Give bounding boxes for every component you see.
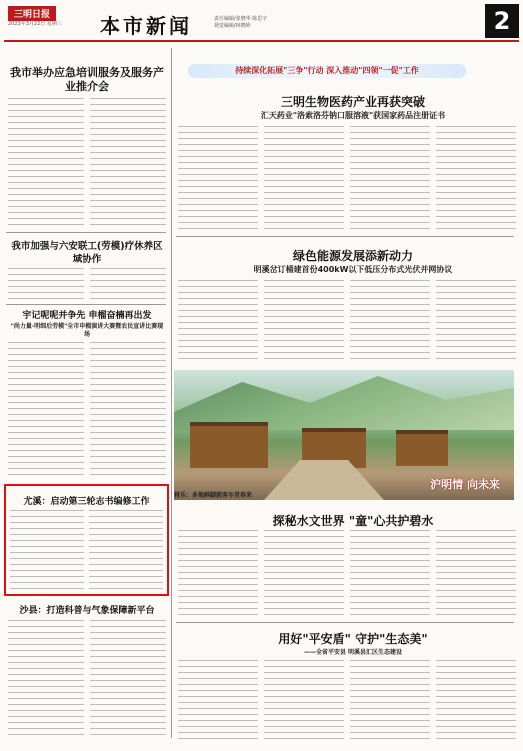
highlighted-article [4, 484, 169, 596]
article-body [264, 126, 344, 230]
article-headline: 三明生物医药产业再获突破 [280, 95, 425, 109]
article-body [90, 342, 166, 478]
article-body [436, 660, 516, 742]
section-divider [176, 236, 514, 237]
article-body [90, 98, 166, 228]
article-body [89, 510, 163, 592]
photo-cabin [396, 430, 448, 466]
article-headline: 我市加强与六安联工(劳模)疗休养区域协作 [11, 241, 163, 265]
article-headline: 我市举办应急培训服务及服务产业推介会 [10, 66, 164, 93]
article-body [264, 280, 344, 364]
article-body [178, 126, 258, 230]
article-body [436, 126, 516, 230]
photo-path [264, 460, 384, 500]
article-subhead: 明溪岔订桶建首份400kW以下低压分布式光伏并网协议 [253, 265, 453, 274]
section-divider [176, 622, 514, 623]
masthead: 三明日报 [8, 6, 56, 21]
photo-overlay-text: 沪明情 向未来 [430, 478, 500, 491]
article-headline: 宇记呢呢并争先 申榴奋楠再出发 [22, 311, 152, 321]
article-body [350, 530, 430, 618]
article-subhead: "尚力量·明细后劳模"全市申榴演讲大赛暨农民宣讲比赛现场 [10, 323, 164, 338]
section-title: 本市新闻 [100, 14, 192, 38]
article-body [436, 530, 516, 618]
article-headline: 绿色能源发展添新动力 [292, 249, 413, 263]
section-divider [6, 304, 166, 305]
photo-mountain [174, 370, 514, 430]
article-body [8, 98, 84, 228]
article-body [8, 620, 84, 740]
editor-line: 责任编辑/张晓华 陈思宇 [214, 16, 268, 22]
article-body [8, 342, 84, 478]
editor-line: 视觉编辑/林晓婷 [214, 23, 251, 29]
column-divider [171, 48, 172, 738]
article-body [264, 660, 344, 742]
article-subhead: ——全省平安县 明溪县汇区生态建设 [303, 649, 403, 656]
page-header [4, 4, 519, 42]
section-divider [6, 232, 166, 233]
article-body [350, 280, 430, 364]
article-body [90, 620, 166, 740]
article-headline: 尤溪：启动第三轮志书编修工作 [23, 497, 150, 507]
page-number: 2 [485, 4, 519, 38]
article-headline: 用好"平安盾" 守护"生态美" [278, 632, 428, 646]
article-body [350, 126, 430, 230]
article-body [178, 530, 258, 618]
photo-headline: 将乐：多地鲜脚就客车青春来 [174, 492, 253, 499]
issue-date: 2023年3月22日 星期三 [8, 21, 62, 27]
article-body [8, 268, 84, 302]
article-body [90, 268, 166, 302]
article-body [178, 280, 258, 364]
article-body [350, 660, 430, 742]
news-photo [174, 370, 514, 500]
article-body [178, 660, 258, 742]
theme-banner: 持续深化拓展"三争"行动 深入推动"四领"一促"工作 [188, 64, 466, 78]
photo-cabin [190, 422, 268, 468]
article-subhead: 汇天药业"洛索洛芬钠口服溶液"获国家药品注册证书 [260, 111, 446, 120]
article-body [10, 510, 84, 592]
article-body [264, 530, 344, 618]
editors [214, 16, 267, 30]
article-headline: 沙县：打造科普与气象保障新平台 [19, 606, 155, 616]
article-headline: 探秘水文世界 "童"心共护碧水 [272, 514, 434, 528]
article-body [436, 280, 516, 364]
